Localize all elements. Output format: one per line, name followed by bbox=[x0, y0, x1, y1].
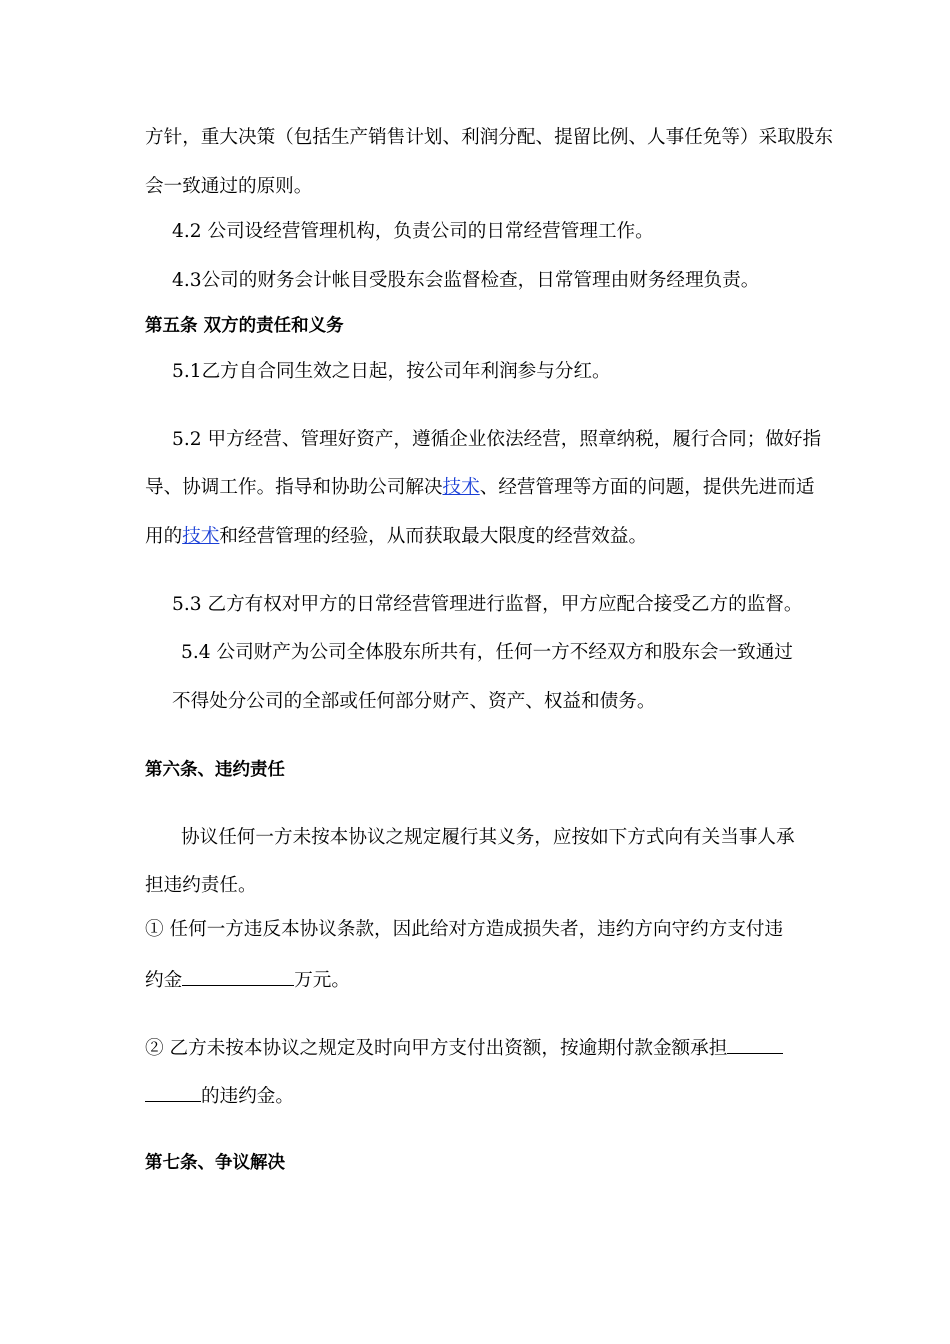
clause-5-2-text-c: 用的 bbox=[145, 526, 183, 547]
clause-5-4-line-1: 5.4 公司财产为公司全体股东所共有，任何一方不经双方和股东会一致通过 bbox=[181, 642, 793, 663]
clause-4-2: 4.2 公司设经营管理机构，负责公司的日常经营管理工作。 bbox=[172, 221, 654, 242]
clause-5-2-line-2 bbox=[145, 476, 814, 500]
technology-link[interactable]: 技术 bbox=[442, 477, 480, 498]
item-2-line-1 bbox=[145, 1035, 783, 1061]
technology-link-2[interactable]: 技术 bbox=[182, 526, 220, 547]
article-6-intro-line-2: 担违约责任。 bbox=[145, 875, 257, 896]
item-1-line-2 bbox=[145, 967, 350, 993]
clause-5-3: 5.3 乙方有权对甲方的日常经营管理进行监督，甲方应配合接受乙方的监督。 bbox=[172, 594, 803, 615]
clause-4-3: 4.3公司的财务会计帐目受股东会监督检查，日常管理由财务经理负责。 bbox=[172, 270, 760, 291]
clause-4-1-line-2: 会一致通过的原则。 bbox=[145, 176, 313, 197]
article-6-intro-line-1: 协议任何一方未按本协议之规定履行其义务，应按如下方式向有关当事人承 bbox=[181, 827, 795, 848]
article-7-heading: 第七条、争议解决 bbox=[145, 1153, 285, 1173]
item-2-line-2 bbox=[145, 1083, 294, 1109]
late-penalty-blank-2[interactable] bbox=[145, 1083, 201, 1102]
item-1-line-1: ① 任何一方违反本协议条款，因此给对方造成损失者，违约方向守约方支付违 bbox=[145, 919, 784, 940]
clause-5-4-line-2: 不得处分公司的全部或任何部分财产、资产、权益和债务。 bbox=[172, 691, 656, 712]
item-2-text-a: ② 乙方未按本协议之规定及时向甲方支付出资额，按逾期付款金额承担 bbox=[145, 1038, 728, 1059]
item-1-text-b: 万元。 bbox=[294, 970, 350, 991]
article-5-heading: 第五条 双方的责任和义务 bbox=[145, 316, 344, 336]
clause-5-1: 5.1乙方自合同生效之日起，按公司年利润参与分红。 bbox=[172, 361, 611, 382]
item-1-text-a: 约金 bbox=[145, 970, 183, 991]
clause-5-2-line-1: 5.2 甲方经营、管理好资产，遵循企业依法经营，照章纳税，履行合同；做好指 bbox=[172, 429, 822, 450]
late-penalty-blank-1[interactable] bbox=[727, 1035, 783, 1054]
article-6-heading: 第六条、违约责任 bbox=[145, 760, 285, 780]
clause-5-2-text-d: 和经营管理的经验，从而获取最大限度的经营效益。 bbox=[219, 526, 648, 547]
clause-5-2-text-a: 导、协调工作。指导和协助公司解决 bbox=[145, 477, 443, 498]
clause-5-2-line-3 bbox=[145, 525, 647, 549]
clause-5-2-text-b: 、经营管理等方面的问题，提供先进而适 bbox=[479, 477, 815, 498]
clause-4-1-line-1: 方针，重大决策（包括生产销售计划、利润分配、提留比例、人事任免等）采取股东 bbox=[145, 127, 833, 148]
item-2-text-b: 的违约金。 bbox=[201, 1086, 294, 1107]
penalty-amount-blank[interactable] bbox=[182, 967, 294, 986]
